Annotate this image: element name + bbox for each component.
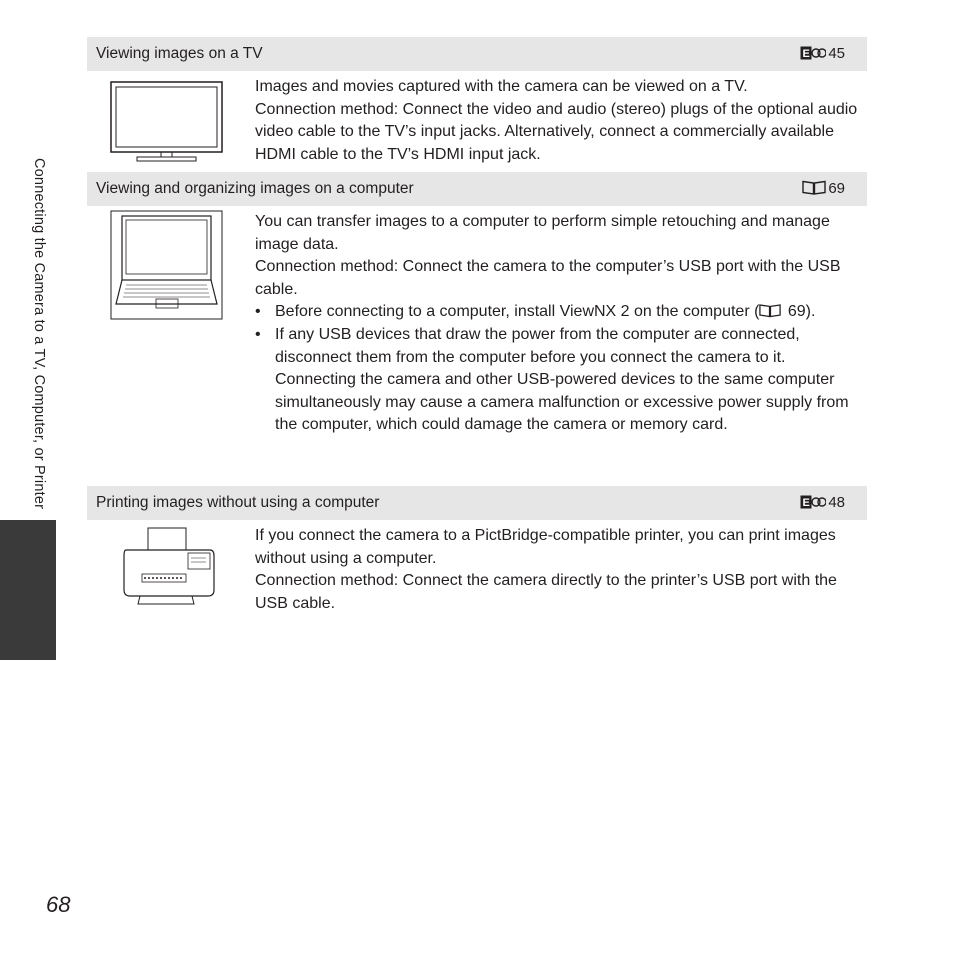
- reference-page-number: 69: [828, 180, 845, 197]
- section-header-printer: [87, 486, 867, 520]
- chapter-tab: [0, 520, 56, 660]
- section-title: Viewing and organizing images on a computer: [96, 180, 414, 197]
- list-item: • If any USB devices that draw the power from the computer are connected, disconnect them from the computer before you connect the camera to it. Connecting the camera and other USB-powered devices to the same computer simultaneously may cause a camera malfunction or excessive power supply from the computer, which could damage the camera or memory card.: [255, 325, 849, 434]
- book-reference-icon: [759, 303, 781, 318]
- paragraph: Connection method: Connect the camera to the computer’s USB port with the USB cable.: [255, 258, 841, 298]
- section-title: Viewing images on a TV: [96, 45, 263, 62]
- section-body-printer: [255, 525, 860, 615]
- page-reference[interactable]: [800, 486, 845, 520]
- paragraph: Images and movies captured with the camera can be viewed on a TV.: [255, 78, 748, 95]
- paragraph: If you connect the camera to a PictBridge-compatible printer, you can print images without using a computer.: [255, 527, 836, 567]
- section-body-computer: [255, 211, 860, 437]
- paragraph: You can transfer images to a computer to perform simple retouching and manage image data.: [255, 213, 830, 253]
- page-number: 68: [46, 892, 71, 917]
- section-header-computer: [87, 172, 867, 206]
- bullet-icon: •: [255, 303, 261, 321]
- book-reference-icon: [802, 180, 826, 195]
- paragraph: Connection method: Connect the camera directly to the printer’s USB port with the USB cable.: [255, 572, 837, 612]
- svg-text:E: E: [802, 497, 811, 509]
- reference-page-number: 45: [828, 45, 845, 62]
- reference-page-number[interactable]: 69: [787, 303, 806, 321]
- section-title: Printing images without using a computer: [96, 494, 380, 511]
- side-chapter-label: Connecting the Camera to a TV, Computer, or Printer: [31, 158, 47, 510]
- printer-icon: [110, 526, 223, 608]
- svg-text:E: E: [802, 48, 811, 60]
- bullet-icon: •: [255, 325, 261, 343]
- section-header-tv: [87, 37, 867, 71]
- section-body-tv: [255, 76, 860, 166]
- e-reference-icon: [800, 46, 826, 60]
- e-reference-icon: [800, 495, 826, 509]
- bullet-list: [255, 301, 860, 437]
- page-reference[interactable]: [800, 37, 845, 71]
- paragraph: Connection method: Connect the video and audio (stereo) plugs of the optional audio video cable to the TV’s input jacks. Alternatively, connect a commercially available HDMI cable to the TV’s HDMI input jack.: [255, 100, 858, 163]
- list-item: • Before connecting to a computer, install ViewNX 2 on the computer ( 69).: [255, 301, 860, 324]
- laptop-icon: [110, 210, 223, 320]
- tv-icon: [110, 80, 223, 162]
- reference-page-number: 48: [828, 494, 845, 511]
- page-reference[interactable]: [802, 172, 845, 206]
